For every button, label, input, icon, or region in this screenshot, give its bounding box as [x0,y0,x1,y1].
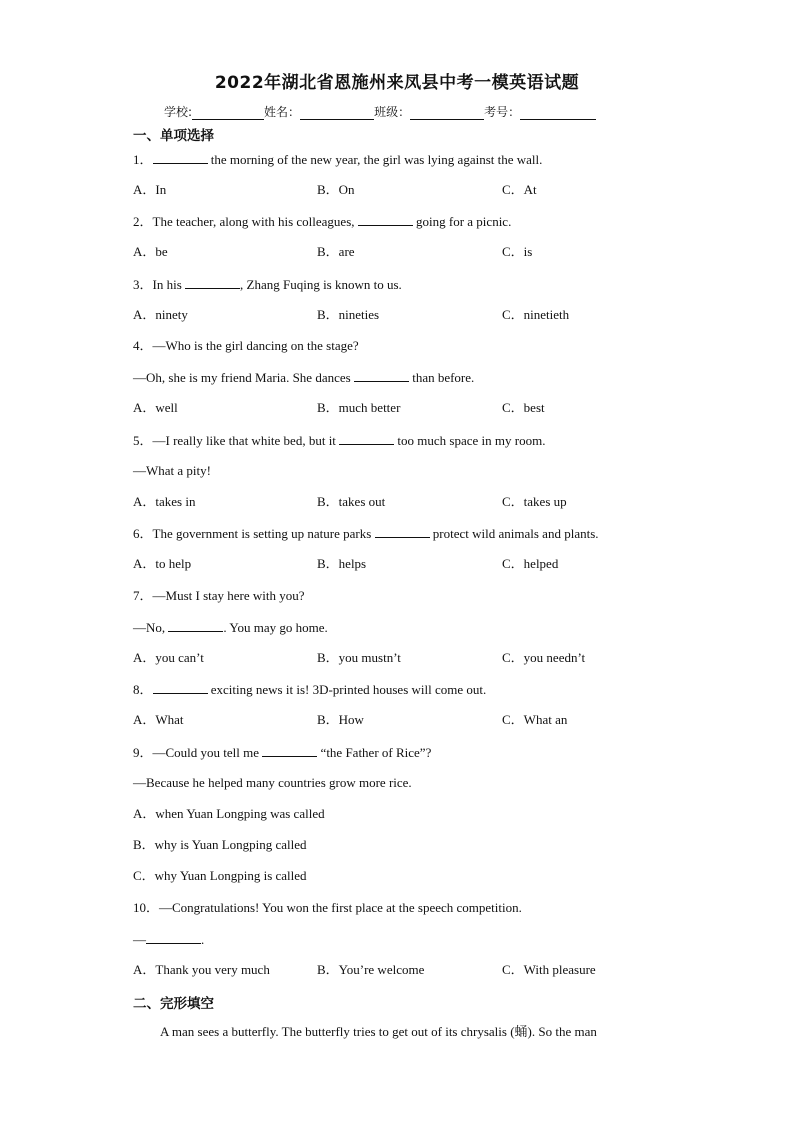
answer-blank [354,369,409,382]
question-text: —Must I stay here with you? [152,588,305,603]
question-6 [133,525,599,542]
answer-blank [153,681,208,694]
number-label: 考号： [484,105,521,119]
class-blank [410,105,484,120]
option-c: C．you needn’t [502,650,586,665]
option-a: A．be [133,244,168,259]
question-1 [133,151,542,168]
passage-first-line: A man sees a butterfly. The butterfly tries to get out of its chrysalis (蛹). So the man [160,1024,597,1039]
option-c: C．What an [502,712,568,727]
question-4-reply [133,369,474,386]
question-8-options [133,712,693,728]
question-number: 10． [133,900,160,915]
class-label: 班级： [374,105,411,119]
question-text: the morning of the new year, the girl was lying against the wall. [207,152,543,167]
question-7-options [133,650,693,666]
page-title: 2022年湖北省恩施州来凤县中考一模英语试题 [214,73,580,93]
question-text: too much space in my room. [394,433,546,448]
question-text: —Congratulations! You won the first place at the speech competition. [159,900,522,915]
answer-blank [185,276,240,289]
option-b: B．much better [317,400,401,415]
question-text: going for a picnic. [412,214,512,229]
option-b: B．why is Yuan Longping called [133,837,307,852]
question-number: 2． [133,214,153,229]
student-info-line [164,103,596,120]
question-7 [133,588,305,604]
question-number: 8． [133,682,153,697]
question-4 [133,338,359,354]
question-number: 5． [133,433,153,448]
option-c: C．ninetieth [502,307,570,322]
option-b: B．nineties [317,307,380,322]
section-heading-single-choice: 一、单项选择 [133,128,214,144]
question-text: In his [152,277,186,292]
option-b: B．On [317,182,355,197]
option-c: C．why Yuan Longping is called [133,868,307,883]
question-2 [133,213,511,230]
option-b: B．takes out [317,494,386,509]
option-b: B．You’re welcome [317,962,425,977]
option-b: B．are [317,244,355,259]
question-4-options [133,400,693,416]
question-text: exciting news it is! 3D-printed houses will come out. [207,682,487,697]
school-blank [192,105,264,120]
question-3 [133,276,402,293]
option-a: A．to help [133,556,192,571]
question-text: , Zhang Fuqing is known to us. [240,277,402,292]
question-2-options [133,244,693,260]
question-number: 9． [133,745,153,760]
option-a: A．takes in [133,494,196,509]
question-number: 6． [133,526,153,541]
option-b: B．How [317,712,364,727]
option-c: C．takes up [502,494,567,509]
question-10-options [133,962,693,978]
name-label: 姓名： [264,105,301,119]
answer-blank [339,432,394,445]
question-text: than before. [408,370,475,385]
option-a: A．ninety [133,307,188,322]
option-a: A．In [133,182,167,197]
option-c: C．is [502,244,533,259]
question-text: “the Father of Rice”? [317,745,432,760]
question-9-reply: —Because he helped many countries grow more rice. [133,775,412,790]
question-3-options [133,307,693,323]
answer-blank [168,619,223,632]
answer-blank [146,931,201,944]
option-b: B．helps [317,556,367,571]
question-text: —Who is the girl dancing on the stage? [152,338,359,353]
question-text: —Could you tell me [152,745,263,760]
question-number: 7． [133,588,153,603]
answer-blank [262,744,317,757]
question-7-reply [133,619,328,636]
question-1-options [133,182,693,198]
question-5 [133,432,545,449]
question-9 [133,744,431,761]
question-text: protect wild animals and plants. [429,526,599,541]
option-a: A．well [133,400,178,415]
question-5-reply: —What a pity! [133,463,211,478]
question-text: . You may go home. [223,620,328,635]
number-blank [520,105,596,120]
question-text: —Oh, she is my friend Maria. She dances [133,370,354,385]
question-5-options [133,494,693,510]
answer-blank [375,525,430,538]
question-text: —I really like that white bed, but it [152,433,340,448]
question-8 [133,681,486,698]
option-c: C．best [502,400,545,415]
option-c: C．At [502,182,537,197]
option-a: A．when Yuan Longping was called [133,806,325,821]
section-heading-cloze: 二、完形填空 [133,996,214,1012]
question-number: 3． [133,277,153,292]
question-10 [133,900,522,916]
question-number: 4． [133,338,153,353]
school-label: 学校: [164,105,193,119]
option-a: A．What [133,712,184,727]
answer-blank [358,213,413,226]
option-a: A．you can’t [133,650,204,665]
question-number: 1． [133,152,153,167]
option-b: B．you mustn’t [317,650,401,665]
question-text: The government is setting up nature parks [152,526,375,541]
answer-blank [153,151,208,164]
name-blank [300,105,374,120]
option-a: A．Thank you very much [133,962,270,977]
question-text: —No, [133,620,169,635]
question-text: — [133,932,146,947]
question-10-reply [133,931,204,948]
question-text: The teacher, along with his colleagues, [152,214,358,229]
option-c: C．With pleasure [502,962,596,977]
question-6-options [133,556,693,572]
option-c: C．helped [502,556,559,571]
question-text: . [201,932,205,947]
